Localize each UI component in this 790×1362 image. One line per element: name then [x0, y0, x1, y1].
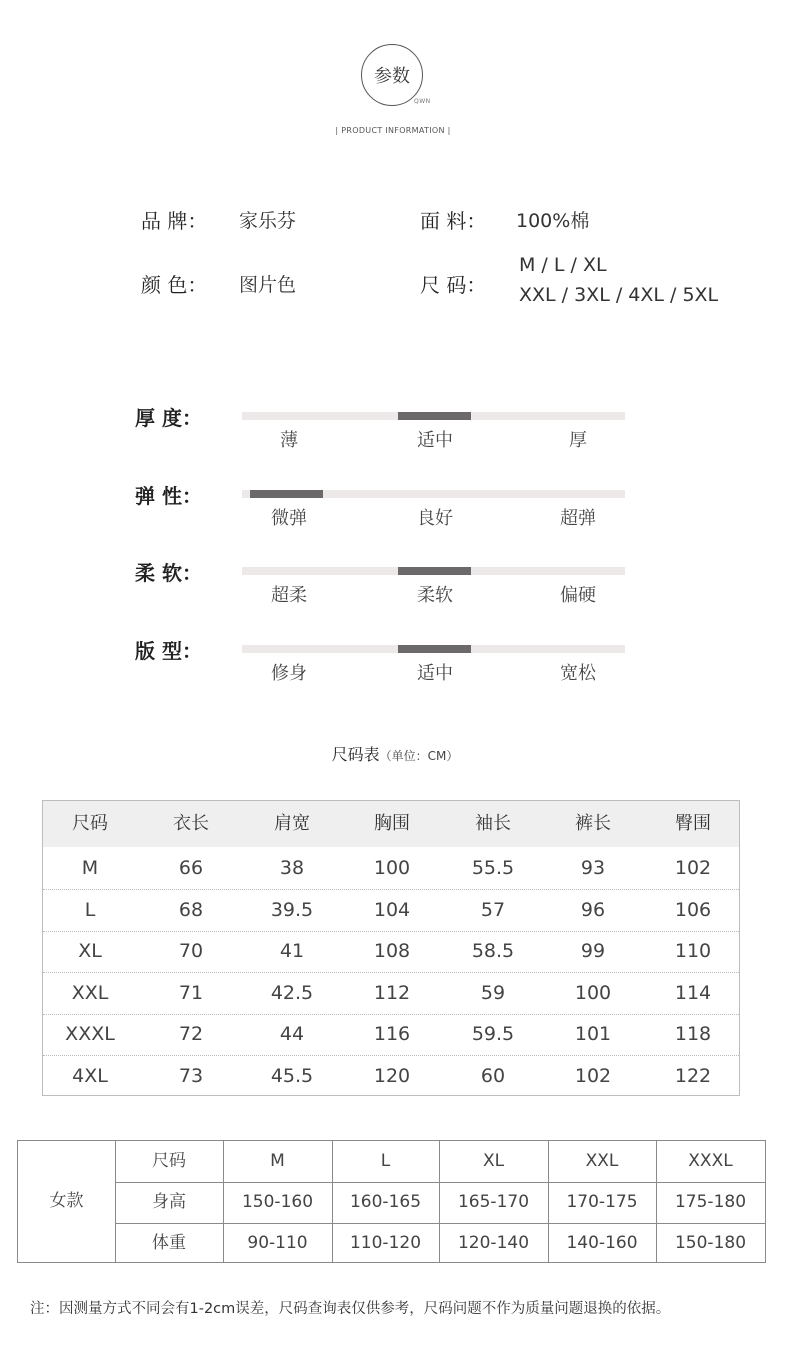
table-cell: 96 — [580, 898, 606, 921]
scale-marker — [398, 412, 471, 420]
scale-option: 良好 — [417, 508, 453, 529]
women-table-cell: 140-160 — [566, 1233, 638, 1253]
size-table-header-cell: 尺码 — [72, 813, 108, 834]
table-cell: 45.5 — [270, 1065, 314, 1087]
women-table-cell: 170-175 — [566, 1192, 638, 1212]
table-cell: 59 — [480, 981, 506, 1004]
size-value-line2: XXL / 3XL / 4XL / 5XL — [519, 284, 719, 306]
table-cell: 57 — [480, 898, 506, 921]
scale-option: 适中 — [417, 430, 453, 451]
table-cell: 116 — [373, 1023, 411, 1046]
table-cell: 101 — [574, 1023, 612, 1046]
scale-option: 超柔 — [271, 585, 307, 606]
fabric-value: 100%棉 — [516, 210, 590, 232]
table-cell: XXL — [71, 981, 109, 1004]
table-row — [43, 889, 739, 932]
fabric-label: 面 料： — [420, 209, 487, 233]
table-cell: 60 — [480, 1065, 506, 1087]
women-table-cell: 150-160 — [241, 1192, 314, 1212]
size-table — [42, 800, 740, 1096]
table-cell: 41 — [279, 940, 305, 963]
table-cell: 114 — [674, 981, 712, 1004]
scale-option: 超弹 — [560, 508, 596, 529]
size-value-line1: M / L / XL — [519, 254, 607, 276]
women-table-cell: 175-180 — [674, 1192, 747, 1212]
women-table-cell: L — [380, 1151, 391, 1171]
scale-option: 偏硬 — [560, 585, 596, 606]
table-cell: 59.5 — [471, 1023, 515, 1046]
size-table-header-cell: 衣长 — [173, 813, 209, 834]
table-cell: 93 — [580, 857, 606, 879]
table-cell: 42.5 — [270, 981, 314, 1004]
scale-option: 厚 — [569, 430, 587, 451]
table-cell: 108 — [373, 940, 411, 963]
scale-option: 宽松 — [560, 663, 596, 684]
women-table-cell: XL — [482, 1151, 505, 1171]
women-group-label: 女款 — [49, 1191, 84, 1211]
women-table-cell: M — [270, 1151, 285, 1171]
table-cell: 68 — [178, 898, 204, 921]
table-row — [43, 930, 739, 973]
product-information-label: | PRODUCT INFORMATION | — [335, 126, 451, 135]
women-table-cell: XXXL — [688, 1151, 733, 1171]
scale-label: 弹 性： — [135, 484, 202, 508]
scale-label: 厚 度： — [135, 406, 202, 430]
table-cell: 106 — [674, 898, 712, 921]
scale-marker — [398, 567, 471, 575]
table-cell: 118 — [674, 1023, 712, 1046]
scale-label: 版 型： — [135, 639, 202, 663]
table-row — [43, 972, 739, 1015]
table-cell: M — [81, 857, 99, 879]
scale-option: 微弹 — [271, 508, 307, 529]
color-value: 图片色 — [239, 274, 297, 296]
brand-value: 家乐芬 — [239, 210, 297, 232]
brand-label: 品 牌： — [141, 209, 208, 233]
table-cell: 102 — [674, 857, 712, 879]
scale-option: 薄 — [280, 430, 298, 451]
table-cell: 100 — [373, 857, 411, 879]
table-cell: 4XL — [72, 1065, 108, 1087]
scale-label: 柔 软： — [135, 561, 202, 585]
header-subtitle: QWN — [414, 98, 431, 105]
table-cell: 44 — [279, 1023, 305, 1046]
table-cell: XL — [78, 940, 102, 963]
table-row — [43, 1013, 739, 1056]
women-table-cell: 尺码 — [152, 1151, 186, 1171]
women-table-cell: 体重 — [152, 1233, 186, 1253]
table-cell: 104 — [373, 898, 411, 921]
table-cell: 73 — [178, 1065, 204, 1087]
table-cell: 120 — [373, 1065, 411, 1087]
women-table-cell: XXL — [585, 1151, 619, 1171]
table-cell: 100 — [574, 981, 612, 1004]
scale-marker — [398, 645, 471, 653]
size-table-title: 尺码表 — [331, 745, 380, 764]
women-size-table — [17, 1140, 766, 1263]
women-table-cell: 165-170 — [457, 1192, 530, 1212]
table-cell: 102 — [574, 1065, 612, 1087]
table-cell: 66 — [178, 857, 204, 879]
scale-option: 适中 — [417, 663, 453, 684]
women-table-cell: 160-165 — [349, 1192, 422, 1212]
size-table-header-row — [43, 801, 739, 847]
table-cell: 99 — [580, 940, 606, 963]
size-table-unit: （单位：CM） — [379, 749, 459, 763]
table-cell: 110 — [674, 940, 712, 963]
size-table-header-cell: 裤长 — [575, 813, 611, 834]
size-table-header-cell: 胸围 — [374, 813, 410, 834]
women-table-cell: 身高 — [152, 1192, 186, 1212]
size-table-caption — [280, 742, 510, 765]
table-cell: 71 — [178, 981, 204, 1004]
size-table-header-cell: 臀围 — [675, 813, 711, 834]
table-cell: L — [84, 898, 96, 921]
table-cell: 39.5 — [270, 898, 314, 921]
size-table-header-cell: 肩宽 — [274, 813, 310, 834]
women-table-cell: 150-180 — [674, 1233, 747, 1253]
scale-option: 柔软 — [417, 585, 453, 606]
women-table-cell: 90-110 — [247, 1233, 308, 1253]
table-cell: 38 — [279, 857, 305, 879]
scale-marker — [250, 490, 323, 498]
table-cell: 122 — [674, 1065, 712, 1087]
table-cell: 58.5 — [471, 940, 515, 963]
women-table-cell: 110-120 — [349, 1233, 422, 1253]
table-row — [43, 847, 739, 890]
size-table-header-cell: 袖长 — [475, 813, 511, 834]
women-table-cell: 120-140 — [457, 1233, 530, 1253]
footnote: 注：因测量方式不同会有1-2cm误差，尺码查询表仅供参考，尺码问题不作为质量问题退换的依据。 — [30, 1301, 671, 1317]
color-label: 颜 色： — [141, 273, 208, 297]
table-cell: 70 — [178, 940, 204, 963]
table-cell: 112 — [373, 981, 411, 1004]
header-title: 参数 — [374, 66, 410, 87]
table-cell: XXXL — [65, 1023, 115, 1046]
table-cell: 55.5 — [471, 857, 515, 879]
table-row — [43, 1055, 739, 1097]
table-cell: 72 — [178, 1023, 204, 1046]
size-label: 尺 码： — [420, 273, 487, 297]
scale-option: 修身 — [271, 663, 307, 684]
